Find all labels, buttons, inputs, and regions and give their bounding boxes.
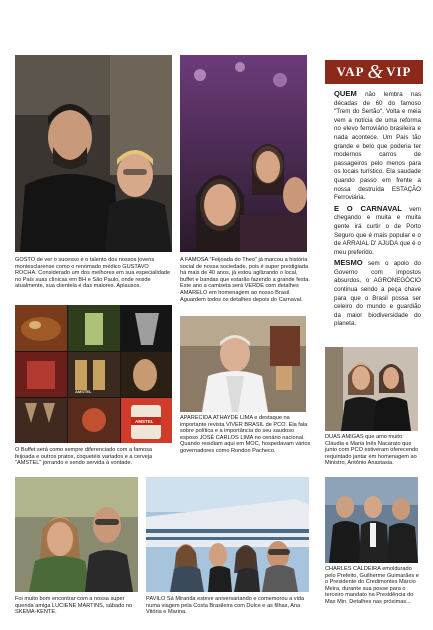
photo-buffet-collage — [15, 305, 172, 443]
vip-column-text — [334, 90, 421, 329]
photo-gustavo-rocha — [15, 55, 172, 252]
vip-header — [325, 60, 423, 84]
vip-paragraph-3 — [334, 259, 421, 329]
vip-title-right: VIP — [386, 64, 412, 79]
caption-pavilo: PAVILO Sá Miranda esteve aniversariando e comemorou a vida numa viagem pela Costa Brasileira com Dulce e as filhas, Ana Vitória e Marina. — [146, 596, 305, 616]
vip-paragraph-2 — [334, 205, 421, 258]
vip-title-left: VAP — [336, 64, 365, 79]
amstel-label-1: AMSTEL — [135, 419, 154, 424]
caption-charles-caldeira: CHARLES CALDEIRA emoldurado pelo Prefeito, Guilherme Guimarães e o Presidente do Credimontes Márcio Meira, durante sua posse para o terceiro mandato na Presidência do Max Min. Detalhes nas próximas... — [325, 566, 419, 605]
photo-duas-amigas — [325, 347, 418, 431]
photo-aparecida-athayde — [180, 316, 306, 412]
vip-title-amp: & — [367, 61, 384, 83]
amstel-label-2: AMSTEL — [75, 389, 92, 394]
caption-gustavo-rocha: GOSTO de ver o sucesso e o talento dos nossos jovens montesclarense como o renomado médico GUSTAVO ROCHA. Considerado um dos melhores em sua especialidade no País suas clínicas em BH e São Paulo, onde reside atualmente, sua clientela é das maiores. Aplausos. — [15, 257, 171, 290]
vip-body-2: vem chegando e muita e muita gente irá curtir o de Porto Seguro que é mais popular e o de ARRAIAL D' AJUDA que é o meu preferido. — [334, 205, 421, 256]
caption-luciene: Foi muito bom encontrar com a nossa super querida amiga LUCIENE MARTINS, sábado no SKEMA-KENTE. — [15, 596, 133, 616]
vip-lead-1: QUEM — [334, 89, 357, 98]
vip-lead-2: E O CARNAVAL — [334, 203, 402, 213]
vip-paragraph-1 — [334, 90, 421, 203]
photo-charles-caldeira — [325, 477, 418, 563]
photo-luciene-martins — [15, 477, 138, 592]
vip-body-3: sem o apoio do Governo com impostos absurdos, o AGRONEGÓCIO continua sendo a peça chave para que o Brasil possa ser celeiro do mundo e guardião da maior biodiversidade do planeta. — [334, 260, 421, 328]
photo-feijoada-women — [180, 55, 307, 252]
vip-body-1: não lembra nas décadas de 60 do famoso "Trem do Sertão". Volta e meia vem a notícia de uma reforma no elevo ferroviário brasileira e nada acontece. Um País tão grande e belo que poderia ter modernos carros de passageiros pelo menos para os locais turístico. Ela saudade quando passo em frente a nossa destruída ESTAÇÃO Ferroviária. — [334, 91, 421, 202]
photo-pavilo-sa-miranda — [146, 477, 309, 592]
caption-buffet: O Buffet será como sempre diferenciado com a famosa feijoada e outros pratos, coquetéis variados e a cerveja "AMSTEL" jorrando e sendo servida à vontade. — [15, 447, 153, 467]
caption-aparecida: APARECIDA ATHAYDE LIMA e destaque na importante revista VIVER BRASIL de PCO. Ela fala sobre política e a importância do seu saudoso esposo JOSÉ CARLOS LIMA no cenário nacional. Quando residiam aqui em MOC, hospedavam vários governadores como Rondon Pacheco. — [180, 415, 311, 454]
vip-lead-3: MESMO — [334, 258, 363, 268]
caption-feijoada: A FAMOSA "Feijoada do Theo" já marcou a história social de nossa sociedade, pois é super prestigiada há mais de 40 anos, já estou agilizando o local, buffet e bandas que estarão fazendo a grande festa. Este ano a camiseta será VERDE com detalhes AMARELO em homenagem ao nosso Brasil. Aguardem todos os detalhes depois do Carnaval. — [180, 257, 310, 303]
caption-duas-amigas: DUAS AMIGAS que amo muito: Cláudia e Maria Inês Nacarato que junto com PCO estiveram oferecendo requintado jantar em homenagem ao Ministro, Antônio Anastasia. — [325, 434, 419, 467]
